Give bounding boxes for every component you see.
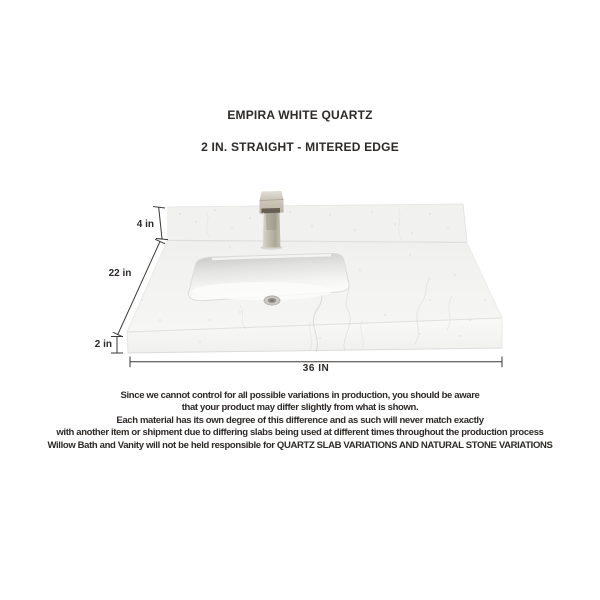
dimension-line-thickness xyxy=(112,337,123,354)
disclaimer-line: Each material has its own degree of this difference and as such will never match exactly xyxy=(116,414,484,426)
backsplash xyxy=(167,204,467,243)
dimension-label-depth: 22 in xyxy=(108,268,132,279)
disclaimer-line: with another item or shipment due to differing slabs being used at different times throughout the production process xyxy=(56,427,544,439)
edge-style-subtitle: 2 IN. STRAIGHT - MITERED EDGE xyxy=(201,140,399,154)
disclaimer xyxy=(0,390,600,452)
sink-drain xyxy=(264,296,280,305)
dimension-label-backsplash-height: 4 in xyxy=(136,219,154,230)
product-title: EMPIRA WHITE QUARTZ xyxy=(227,108,373,122)
dimension-line-backsplash-height xyxy=(154,207,168,240)
dimension-label-width: 36 IN xyxy=(302,363,330,374)
disclaimer-line: Willow Bath and Vanity will not be held responsible for QUARTZ SLAB VARIATIONS AND NATURAL STONE VARIATIONS xyxy=(47,439,553,451)
disclaimer-line: that your product may differ slightly from what is shown. xyxy=(181,402,419,414)
disclaimer-line: Since we cannot control for all possible variations in production, you should be aware xyxy=(120,390,480,401)
dimension-label-thickness: 2 in xyxy=(94,339,112,350)
faucet-handle xyxy=(260,191,284,201)
